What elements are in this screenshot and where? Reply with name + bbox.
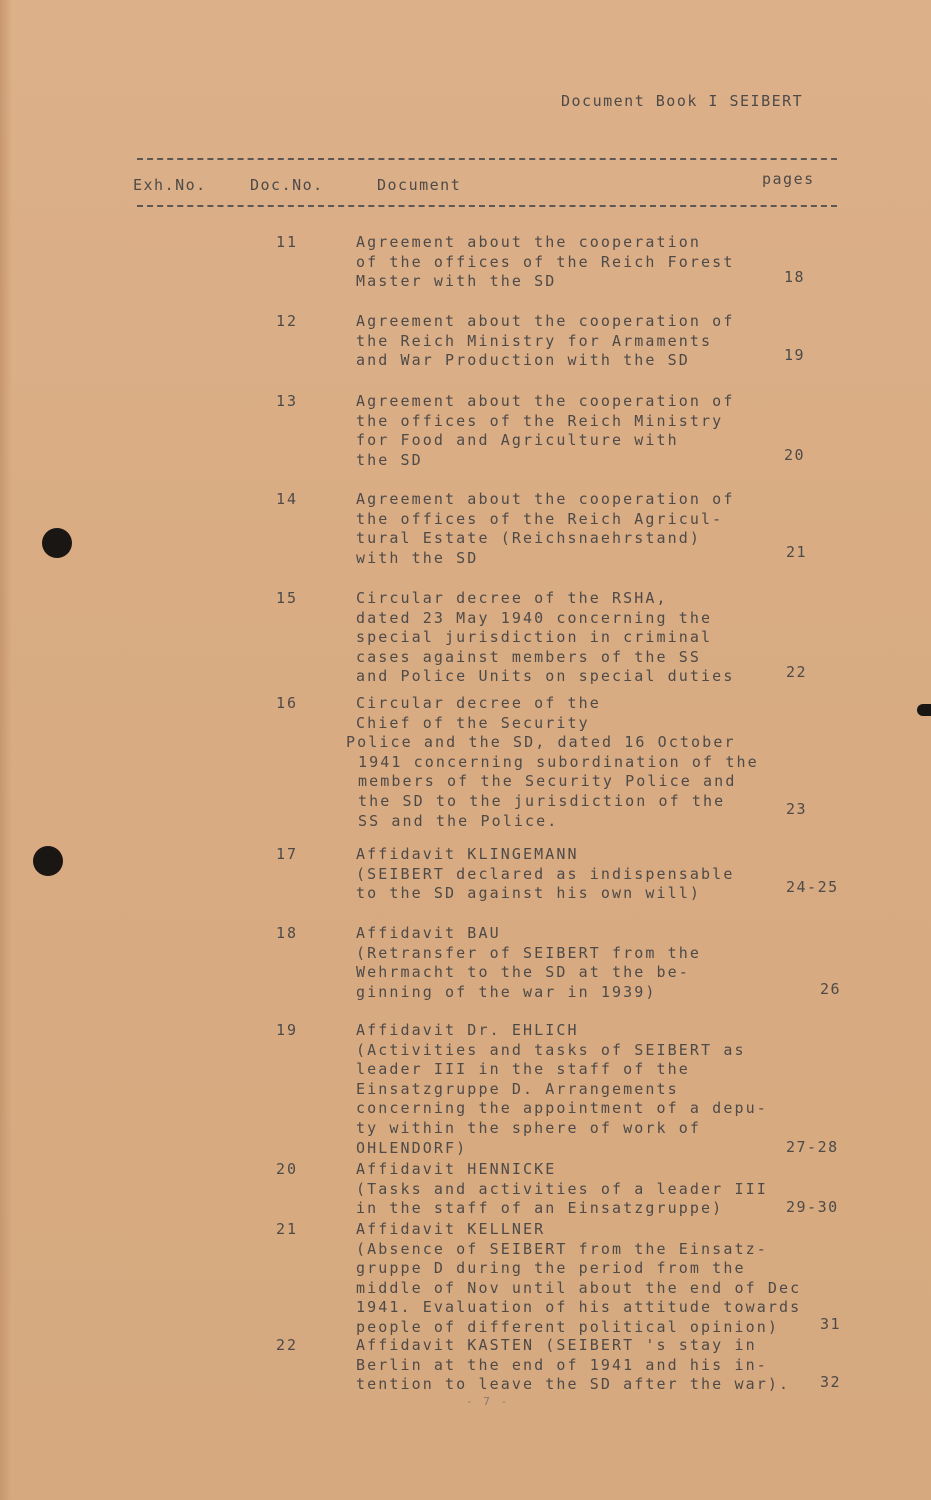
exhibit-number: 18	[276, 924, 299, 942]
table-top-rule	[137, 158, 837, 160]
description-line: the SD to the jurisdiction of the	[358, 791, 726, 810]
exhibit-pages: 20	[784, 446, 806, 464]
description-line: Agreement about the cooperation of	[356, 490, 735, 508]
exhibit-number: 13	[276, 392, 299, 410]
column-pages: pages	[762, 170, 815, 188]
exhibit-pages: 18	[784, 268, 806, 286]
exhibit-pages: 31	[820, 1315, 842, 1333]
description-line: ginning of the war in 1939)	[356, 982, 657, 1001]
description-line: Berlin at the end of 1941 and his in-	[356, 1355, 768, 1374]
description-line: (Retransfer of SEIBERT from the	[356, 943, 702, 962]
exhibit-description	[356, 1336, 826, 1395]
exhibit-pages: 27-28	[786, 1138, 839, 1156]
description-line: 1941. Evaluation of his attitude towards	[356, 1298, 802, 1317]
description-line: in the staff of an Einsatzgruppe)	[356, 1199, 724, 1218]
exhibit-number: 17	[276, 845, 299, 863]
description-line: (Absence of SEIBERT from the Einsatz-	[356, 1239, 768, 1258]
description-line: Wehrmacht to the SD at the be-	[356, 963, 690, 982]
exhibit-pages: 22	[786, 663, 808, 681]
description-line: people of different political opinion)	[356, 1317, 779, 1336]
exhibit-description	[356, 1220, 826, 1338]
punch-hole-bottom	[33, 846, 63, 876]
description-line: Affidavit KELLNER	[356, 1220, 546, 1238]
exhibit-pages: 21	[786, 543, 808, 561]
description-line: Affidavit HENNICKE	[356, 1160, 557, 1178]
description-line: and War Production with the SD	[356, 351, 690, 370]
exhibit-description	[356, 1021, 826, 1158]
exhibit-number: 16	[276, 694, 299, 712]
punch-hole-top	[42, 528, 72, 558]
exhibit-description	[356, 490, 826, 568]
exhibit-description	[356, 1160, 826, 1219]
description-line: Affidavit BAU	[356, 924, 501, 942]
description-line: Agreement about the cooperation	[356, 233, 702, 251]
exhibit-number: 15	[276, 589, 299, 607]
description-line: the Reich Ministry for Armaments	[356, 331, 713, 350]
description-line: Affidavit Dr. EHLICH	[356, 1021, 579, 1039]
description-line: leader III in the staff of the	[356, 1060, 690, 1079]
exhibit-pages: 24-25	[786, 878, 839, 896]
exhibit-description	[356, 845, 826, 904]
description-line: for Food and Agriculture with	[356, 431, 679, 450]
column-exh-no: Exh.No.	[133, 176, 207, 194]
description-line: ty within the sphere of work of	[356, 1118, 702, 1137]
description-line: Circular decree of the	[356, 694, 601, 712]
description-line: of the offices of the Reich Forest	[356, 252, 735, 271]
exhibit-description	[356, 392, 826, 470]
description-line: with the SD	[356, 548, 479, 567]
description-line: Einsatzgruppe D. Arrangements	[356, 1079, 679, 1098]
description-line: tural Estate (Reichsnaehrstand)	[356, 529, 702, 548]
exhibit-number: 14	[276, 490, 299, 508]
table-header-rule	[137, 205, 837, 207]
column-document: Document	[377, 176, 462, 194]
exhibit-pages: 26	[820, 980, 842, 998]
description-line: (Tasks and activities of a leader III	[356, 1179, 768, 1198]
description-line: special jurisdiction in criminal	[356, 628, 713, 647]
description-line: Circular decree of the RSHA,	[356, 589, 668, 607]
exhibit-number: 22	[276, 1336, 299, 1354]
description-line: the offices of the Reich Ministry	[356, 411, 724, 430]
exhibit-number: 19	[276, 1021, 299, 1039]
description-line: members of the Security Police and	[358, 772, 737, 791]
page-number: - 7 -	[466, 1395, 510, 1408]
exhibit-number: 20	[276, 1160, 299, 1178]
description-line: and Police Units on special duties	[356, 667, 735, 686]
exhibit-description	[356, 589, 826, 687]
exhibit-number: 12	[276, 312, 299, 330]
description-line: dated 23 May 1940 concerning the	[356, 608, 713, 627]
description-line: Affidavit KASTEN (SEIBERT 's stay in	[356, 1336, 757, 1354]
description-line: Master with the SD	[356, 272, 557, 291]
binder-clip	[917, 704, 931, 716]
exhibit-number: 11	[276, 233, 299, 251]
description-line: Police and the SD, dated 16 October	[346, 733, 736, 752]
description-line: tention to leave the SD after the war).	[356, 1375, 791, 1394]
description-line: cases against members of the SS	[356, 647, 702, 666]
exhibit-description	[346, 694, 826, 831]
exhibit-description	[356, 924, 826, 1002]
description-line: middle of Nov until about the end of Dec	[356, 1278, 802, 1297]
description-line: to the SD against his own will)	[356, 884, 702, 903]
description-line: SS and the Police.	[358, 811, 559, 830]
description-line: Chief of the Security	[356, 713, 590, 732]
description-line: OHLENDORF)	[356, 1138, 468, 1157]
exhibit-number: 21	[276, 1220, 299, 1238]
description-line: gruppe D during the period from the	[356, 1259, 746, 1278]
exhibit-pages: 23	[786, 800, 808, 818]
description-line: concerning the appointment of a depu-	[356, 1099, 768, 1118]
description-line: the offices of the Reich Agricul-	[356, 509, 724, 528]
exhibit-description	[356, 233, 826, 292]
description-line: (Activities and tasks of SEIBERT as	[356, 1040, 746, 1059]
exhibit-pages: 19	[784, 346, 806, 364]
exhibit-pages: 32	[820, 1373, 842, 1391]
document-book-title: Document Book I SEIBERT	[561, 92, 804, 110]
description-line: Affidavit KLINGEMANN	[356, 845, 579, 863]
description-line: (SEIBERT declared as indispensable	[356, 864, 735, 883]
description-line: the SD	[356, 450, 423, 469]
column-doc-no: Doc.No.	[250, 176, 324, 194]
exhibit-description	[356, 312, 826, 371]
description-line: 1941 concerning subordination of the	[358, 752, 759, 771]
exhibit-pages: 29-30	[786, 1198, 839, 1216]
description-line: Agreement about the cooperation of	[356, 312, 735, 330]
description-line: Agreement about the cooperation of	[356, 392, 735, 410]
